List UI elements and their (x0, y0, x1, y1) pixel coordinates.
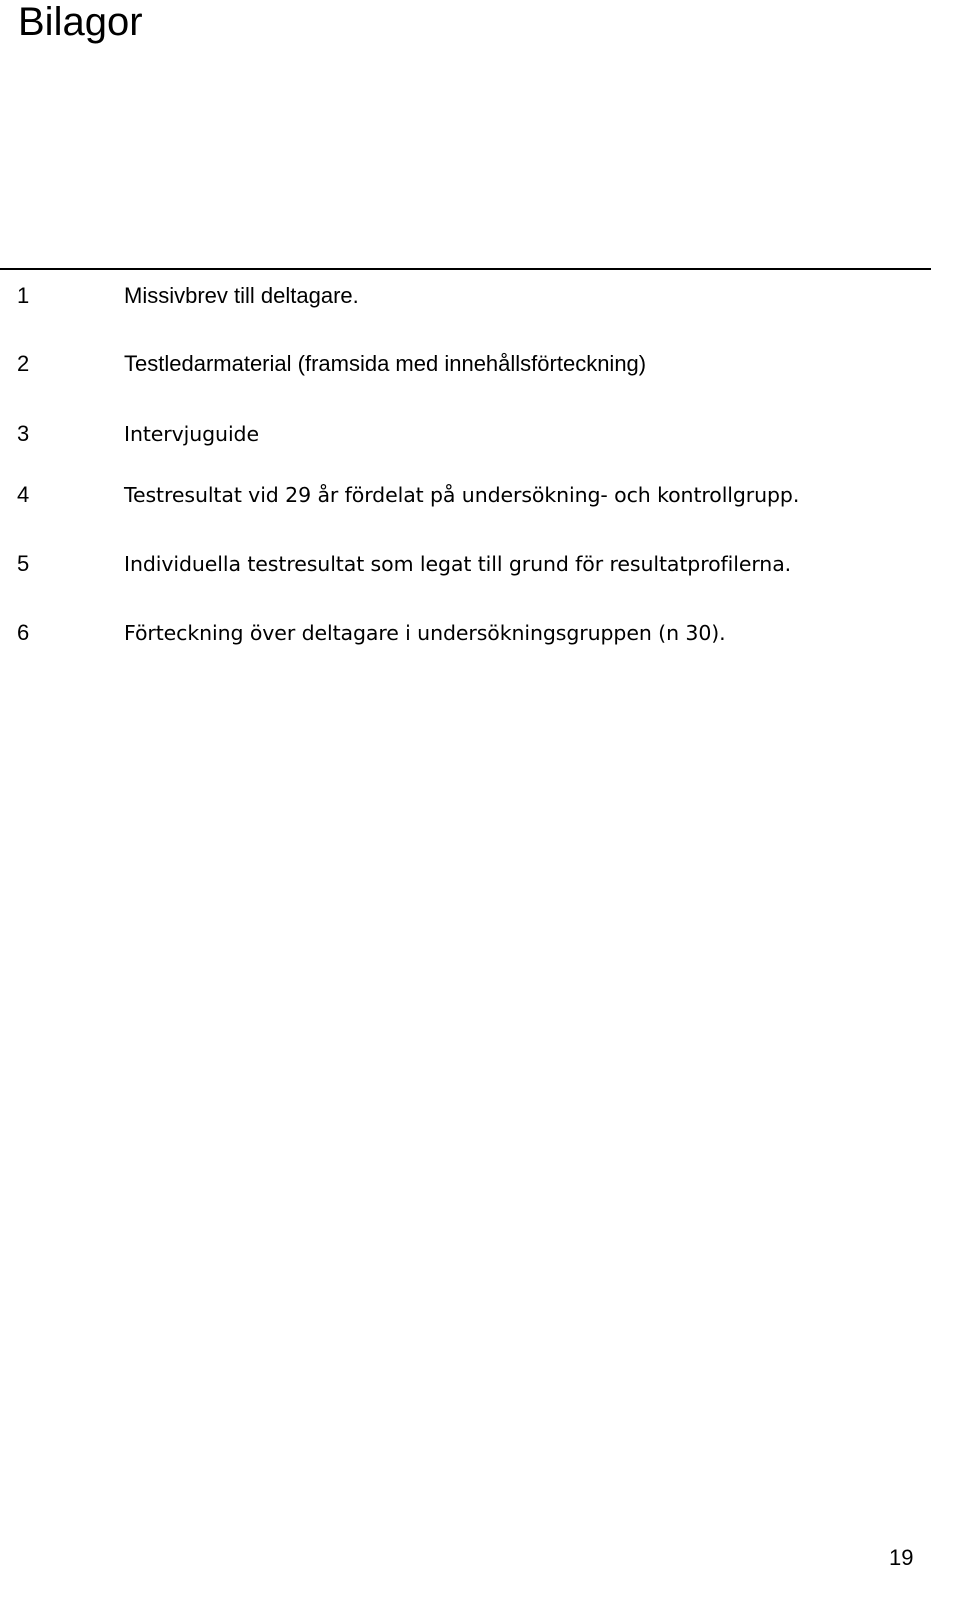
appendix-number: 2 (17, 351, 30, 376)
appendix-item (0, 420, 930, 450)
appendix-title: Testledarmaterial (framsida med innehållsförteckning) (124, 351, 647, 376)
appendix-item (0, 619, 930, 649)
appendix-number: 5 (17, 551, 30, 576)
appendix-item (0, 350, 930, 380)
horizontal-divider (0, 268, 931, 270)
page-number: 19 (889, 1545, 914, 1570)
appendix-title: Testresultat vid 29 år fördelat på undersökning- och kontrollgrupp. (124, 483, 800, 507)
appendix-item (0, 550, 930, 580)
appendix-title: Förteckning över deltagare i undersökningsgruppen (n 30). (124, 621, 726, 645)
appendix-title: Intervjuguide (124, 422, 259, 446)
appendix-title: Individuella testresultat som legat till grund för resultatprofilerna. (124, 552, 792, 576)
appendix-item (0, 481, 930, 511)
appendix-number: 1 (17, 283, 30, 308)
page-title: Bilagor (18, 0, 143, 44)
appendix-number: 4 (17, 482, 30, 507)
appendix-item (0, 282, 930, 312)
appendix-number: 6 (17, 620, 30, 645)
appendix-title: Missivbrev till deltagare. (124, 283, 359, 308)
appendix-number: 3 (17, 421, 30, 446)
